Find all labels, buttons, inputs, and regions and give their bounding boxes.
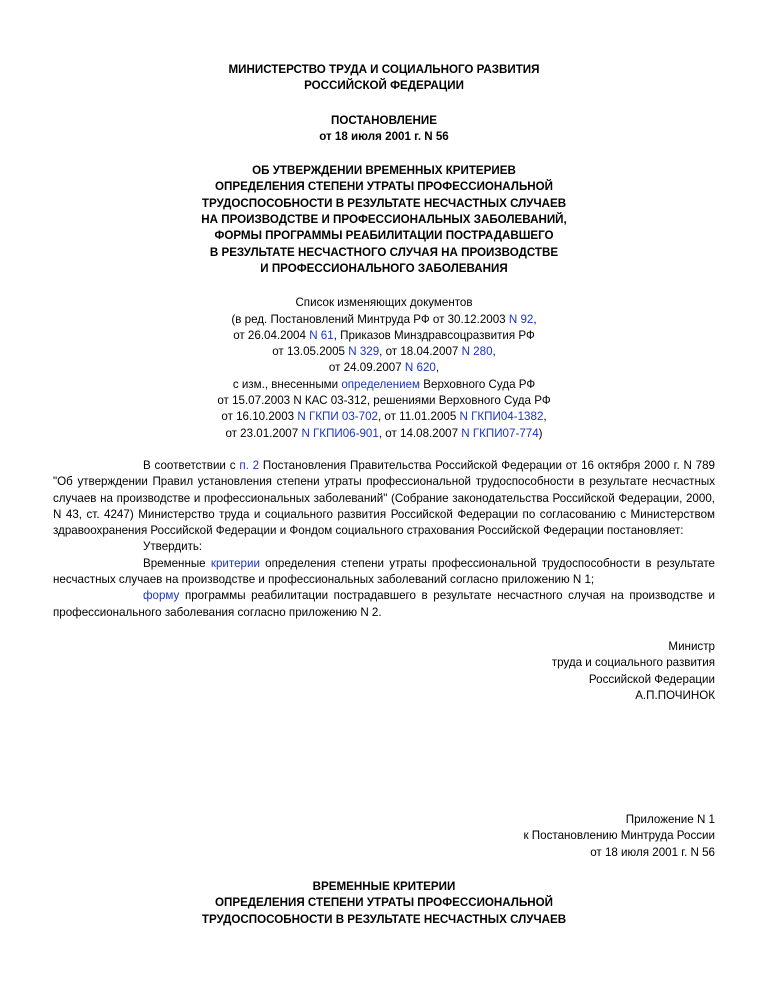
- signature-block: [53, 639, 715, 704]
- changes-line: от 26.04.2004 N 61, Приказов Минздравсоцразвития РФ: [233, 328, 535, 342]
- appendix-reference: [53, 812, 715, 861]
- link-form[interactable]: форму: [143, 589, 180, 603]
- doc-date: от 18 июля 2001 г. N 56: [319, 129, 449, 143]
- body-paragraph: В соответствии с п. 2 Постановления Правительства Российской Федерации от 16 октября 2000 г. N 789 "Об утверждении Правил установления степени утраты профессиональной трудоспособности в результате несчастных случаев на производстве и профессиональных заболеваний" (Собрание законодательства Российской Федерации, 2000, N 43, ст. 4247) Министерство труда и социального развития Российской Федерации по согласованию с Министерством здравоохранения Российской Федерации и Фондом социального страхования Российской Федерации постановляет:: [53, 458, 716, 538]
- link-n92[interactable]: N 92: [508, 312, 534, 326]
- changes-line: (в ред. Постановлений Минтруда РФ от 30.12.2003 N 92,: [231, 312, 537, 326]
- title-line: НА ПРОИЗВОДСТВЕ И ПРОФЕССИОНАЛЬНЫХ ЗАБОЛЕВАНИЙ,: [201, 213, 567, 227]
- body-paragraph: форму программы реабилитации пострадавшего в результате несчастного случая на производстве и профессионального заболевания согласно приложению N 2.: [53, 589, 715, 619]
- link-n620[interactable]: N 620: [404, 361, 436, 375]
- changes-line: от 16.10.2003 N ГКПИ 03-702, от 11.01.2005 N ГКПИ04-1382,: [221, 410, 547, 424]
- link-p2[interactable]: п. 2: [239, 458, 260, 472]
- appendix-title-line: ТРУДОСПОСОБНОСТИ В РЕЗУЛЬТАТЕ НЕСЧАСТНЫХ СЛУЧАЕВ: [201, 912, 567, 926]
- ministry-line: МИНИСТЕРСТВО ТРУДА И СОЦИАЛЬНОГО РАЗВИТИЯ: [228, 63, 540, 76]
- signature-line: А.П.ПОЧИНОК: [635, 688, 715, 702]
- body-paragraph: Утвердить:: [143, 540, 203, 554]
- changes-line: с изм., внесенными определением Верховного Суда РФ: [232, 377, 536, 391]
- appendix-ref-line: от 18 июля 2001 г. N 56: [590, 845, 715, 859]
- link-gkpi06-901[interactable]: N ГКПИ06-901: [301, 426, 379, 440]
- title-line: ФОРМЫ ПРОГРАММЫ РЕАБИЛИТАЦИИ ПОСТРАДАВШЕГО: [214, 229, 554, 243]
- link-gkpi04-1382[interactable]: N ГКПИ04-1382: [459, 410, 544, 424]
- decree-title: [53, 163, 715, 277]
- signature-line: труда и социального развития: [551, 656, 715, 670]
- changes-line: от 15.07.2003 N КАС 03-312, решениями Верховного Суда РФ: [217, 394, 551, 408]
- doc-type: ПОСТАНОВЛЕНИЕ: [331, 113, 437, 127]
- link-n61[interactable]: N 61: [309, 328, 334, 342]
- link-n329[interactable]: N 329: [348, 345, 380, 359]
- document-body: [53, 62, 715, 928]
- changes-line: от 24.09.2007 N 620,: [328, 361, 440, 375]
- link-gkpi-03-702[interactable]: N ГКПИ 03-702: [297, 410, 378, 424]
- appendix-ref-line: к Постановлению Минтруда России: [523, 829, 715, 843]
- changes-list: [53, 295, 715, 442]
- title-line: ОБ УТВЕРЖДЕНИИ ВРЕМЕННЫХ КРИТЕРИЕВ: [252, 164, 516, 178]
- link-gkpi07-774[interactable]: N ГКПИ07-774: [461, 426, 539, 440]
- ministry-line: РОССИЙСКОЙ ФЕДЕРАЦИИ: [304, 79, 464, 93]
- body-paragraph: Временные критерии определения степени утраты профессиональной трудоспособности в результате несчастных случаев на производстве и профессиональных заболеваний согласно приложению N 1;: [53, 556, 715, 587]
- appendix-title: [53, 879, 715, 928]
- changes-heading: Список изменяющих документов: [295, 296, 473, 310]
- appendix-ref-line: Приложение N 1: [625, 813, 715, 827]
- title-line: И ПРОФЕССИОНАЛЬНОГО ЗАБОЛЕВАНИЯ: [260, 261, 508, 275]
- signature-line: Министр: [668, 639, 715, 653]
- link-criteria[interactable]: критерии: [210, 556, 260, 570]
- title-line: ТРУДОСПОСОБНОСТИ В РЕЗУЛЬТАТЕ НЕСЧАСТНЫХ СЛУЧАЕВ: [201, 196, 567, 210]
- changes-line: от 13.05.2005 N 329, от 18.04.2007 N 280,: [272, 345, 496, 359]
- appendix-title-line: ВРЕМЕННЫЕ КРИТЕРИИ: [312, 879, 456, 893]
- ministry-heading: [53, 62, 715, 95]
- decree-heading: [53, 113, 715, 146]
- changes-line: от 23.01.2007 N ГКПИ06-901, от 14.08.2007 N ГКПИ07-774): [225, 426, 543, 440]
- signature-line: Российской Федерации: [588, 672, 715, 686]
- link-n280[interactable]: N 280: [461, 345, 493, 359]
- title-line: В РЕЗУЛЬТАТЕ НЕСЧАСТНОГО СЛУЧАЯ НА ПРОИЗВОДСТВЕ: [209, 245, 559, 259]
- appendix-title-line: ОПРЕДЕЛЕНИЯ СТЕПЕНИ УТРАТЫ ПРОФЕССИОНАЛЬНОЙ: [214, 896, 554, 910]
- title-line: ОПРЕДЕЛЕНИЯ СТЕПЕНИ УТРАТЫ ПРОФЕССИОНАЛЬНОЙ: [214, 180, 554, 194]
- link-determination[interactable]: определением: [341, 377, 421, 391]
